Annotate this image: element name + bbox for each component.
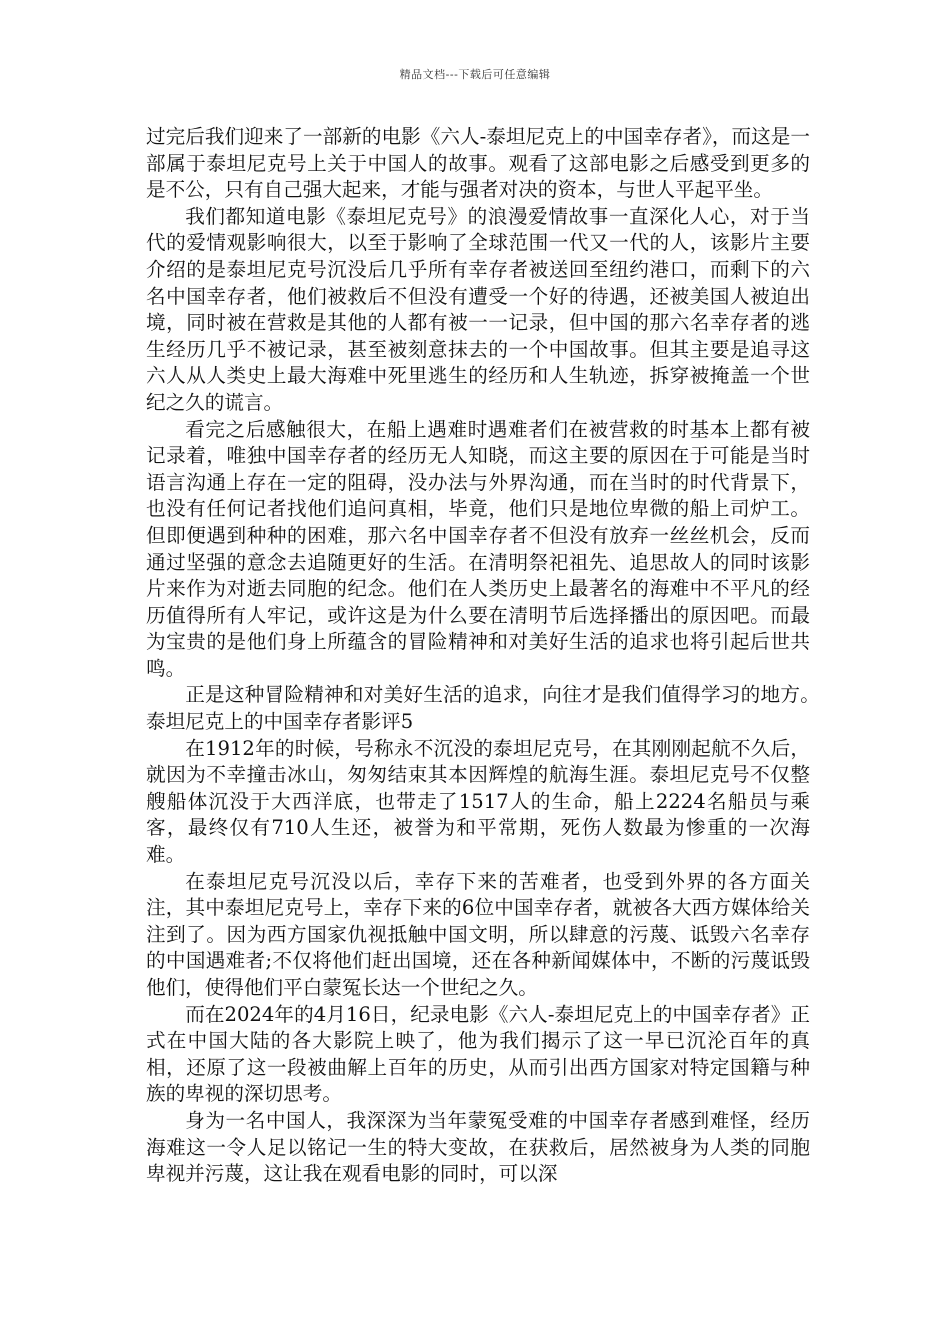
paragraph-1: 过完后我们迎来了一部新的电影《六人-泰坦尼克上的中国幸存者》，而这是一部属于泰坦尼克号上关于中国人的故事。观看了这部电影之后感受到更多的是不公，只有自己强大起来，才能与强者对决的资本，与世人平起平坐。 bbox=[146, 125, 810, 202]
paragraph-8: 身为一名中国人，我深深为当年蒙冤受难的中国幸存者感到难怪，经历海难这一令人足以铭记一生的特大变故，在获救后，居然被身为人类的同胞卑视并污蔑，这让我在观看电影的同时，可以深 bbox=[146, 1108, 810, 1186]
paragraph-2: 我们都知道电影《泰坦尼克号》的浪漫爱情故事一直深化人心，对于当代的爱情观影响很大，以至于影响了全球范围一代又一代的人，该影片主要介绍的是泰坦尼克号沉没后几乎所有幸存者被送回至纽约港口，而剩下的六名中国幸存者，他们被救后不但没有遭受一个好的待遇，还被美国人被迫出境，同时被在营救是其他的人都有被一一记录，但中国的那六名幸存者的逃生经历几乎不被记录，甚至被刻意抹去的一个中国故事。但其主要是追寻这六人从人类史上最大海难中死里逃生的经历和人生轨迹，拆穿被掩盖一个世纪之久的谎言。 bbox=[146, 204, 810, 414]
paragraph-7: 而在2024年的4月16日，纪录电影《六人-泰坦尼克上的中国幸存者》正式在中国大陆的各大影院上映了，他为我们揭示了这一早已沉沦百年的真相，还原了这一段被曲解上百年的历史，从而引出西方国家对特定国籍与种族的卑视的深切思考。 bbox=[146, 1002, 810, 1106]
paragraph-4: 正是这种冒险精神和对美好生活的追求，向往才是我们值得学习的地方。 泰坦尼克上的中国幸存者影评5 bbox=[146, 683, 850, 734]
page-header: 精品文档---下载后可任意编辑 bbox=[399, 68, 551, 81]
paragraph-5: 在1912年的时候，号称永不沉没的泰坦尼克号，在其刚刚起航不久后，就因为不幸撞击冰山，匆匆结束其本因辉煌的航海生涯。泰坦尼克号不仅整艘船体沉没于大西洋底，也带走了1517人的生命，船上2224名船员与乘客，最终仅有710人生还，被誉为和平常期，死伤人数最为惨重的一次海难。 bbox=[146, 736, 810, 867]
document-body bbox=[146, 124, 850, 1188]
paragraph-6: 在泰坦尼克号沉没以后，幸存下来的苦难者，也受到外界的各方面关注，其中泰坦尼克号上，幸存下来的6位中国幸存者，就被各大西方媒体给关注到了。因为西方国家仇视抵触中国文明，所以肆意的污蔑、诋毁六名幸存的中国遇难者;不仅将他们赶出国境，还在各种新闻媒体中，不断的污蔑诋毁他们，使得他们平白蒙冤长达一个世纪之久。 bbox=[146, 869, 810, 999]
paragraph-3: 看完之后感触很大，在船上遇难时遇难者们在被营救的时基本上都有被记录着，唯独中国幸存者的经历无人知晓，而这主要的原因在于可能是当时语言沟通上存在一定的阻碍，没办法与外界沟通，而在当时的时代背景下，也没有任何记者找他们追问真相，毕竟，他们只是地位卑微的船上司炉工。但即便遇到种种的困难，那六名中国幸存者不但没有放弃一丝丝机会，反而通过坚强的意念去追随更好的生活。在清明祭祀祖先、追思故人的同时该影片来作为对逝去同胞的纪念。他们在人类历史上最著名的海难中不平凡的经历值得所有人牢记，或许这是为什么要在清明节后选择播出的原因吧。而最为宝贵的是他们身上所蕴含的冒险精神和对美好生活的追求也将引起后世共鸣。 bbox=[146, 417, 810, 680]
